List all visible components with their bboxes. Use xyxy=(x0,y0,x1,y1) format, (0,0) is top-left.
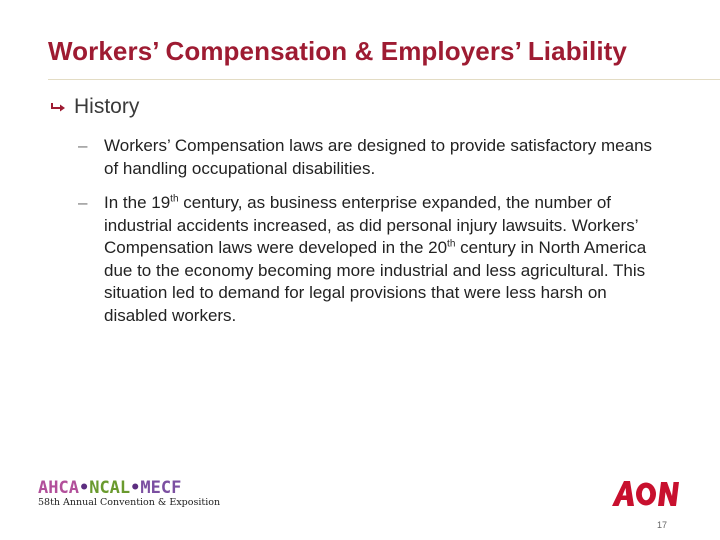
sub-bullet xyxy=(78,192,664,327)
text-segment: century, as business enterprise expanded, the number of industrial accidents increased, as did personal injury lawsuits. Workers’ Compensation laws were developed in the 20 xyxy=(104,193,638,257)
superscript: th xyxy=(447,238,456,250)
sub-bullet-text xyxy=(104,135,664,180)
text-segment: Workers’ Compensation laws are designed to provide satisfactory means of handling occupational disabilities. xyxy=(104,136,653,178)
arrow-right-icon xyxy=(50,100,68,114)
logo-mecf: MECF xyxy=(140,478,182,498)
logo-separator: • xyxy=(78,478,90,498)
convention-logo-wordmark xyxy=(38,479,220,497)
bullet-label: History xyxy=(74,95,140,118)
convention-tagline: 58th Annual Convention & Exposition xyxy=(38,497,221,508)
logo-ncal: NCAL xyxy=(89,478,131,498)
dash-marker: – xyxy=(78,193,88,212)
page-number: 17 xyxy=(657,520,668,530)
superscript: th xyxy=(170,193,179,205)
slide-title: Workers’ Compensation & Employers’ Liability xyxy=(48,36,627,66)
aon-logo xyxy=(611,478,681,508)
sub-bullet-text xyxy=(104,192,664,327)
bullet-history xyxy=(50,95,139,119)
dash-marker: – xyxy=(78,136,88,155)
text-segment: century in North America due to the economy becoming more industrial and less agricultural. This situation led to demand for legal provisions that were less harsh on disabled workers. xyxy=(104,238,647,325)
logo-ahca: AHCA xyxy=(38,478,79,498)
title-divider xyxy=(48,79,720,80)
logo-separator: • xyxy=(130,478,141,498)
text-segment: In the 19 xyxy=(104,193,171,212)
sub-bullet xyxy=(78,135,664,180)
convention-logo xyxy=(38,479,220,509)
